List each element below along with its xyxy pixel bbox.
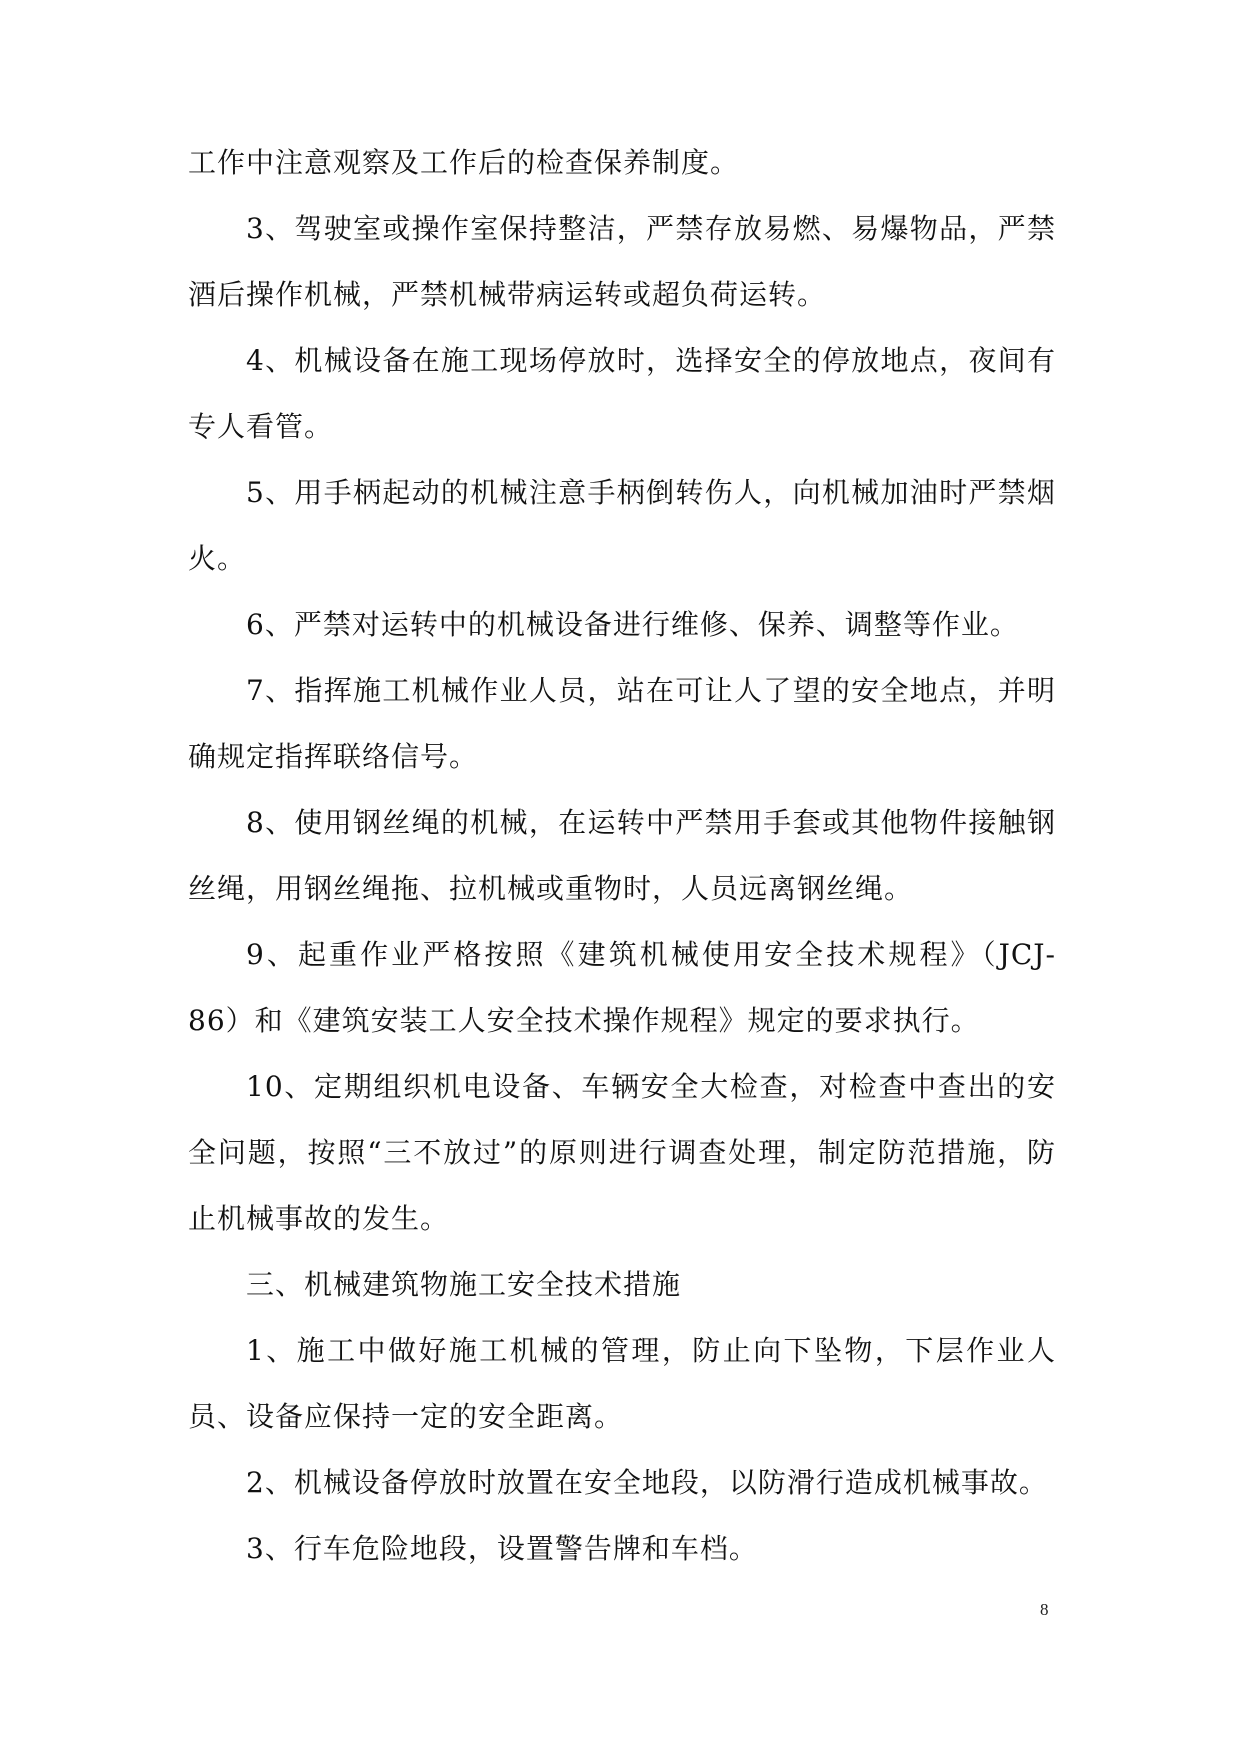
section-heading: 三、机械建筑物施工安全技术措施 — [246, 1268, 682, 1301]
paragraph-section-item-2: 2、机械设备停放时放置在安全地段，以防滑行造成机械事故。 — [246, 1466, 1048, 1499]
paragraph-item-6: 6、严禁对运转中的机械设备进行维修、保养、调整等作业。 — [246, 608, 1019, 641]
paragraph-section-item-1: 1、施工中做好施工机械的管理，防止向下坠物，下层作业人员、设备应保持一定的安全距离。 — [188, 1334, 1056, 1433]
paragraph-item-10: 10、定期组织机电设备、车辆安全大检查，对检查中查出的安全问题，按照“三不放过”的原则进行调查处理，制定防范措施，防止机械事故的发生。 — [188, 1070, 1056, 1235]
paragraph-item-4: 4、机械设备在施工现场停放时，选择安全的停放地点，夜间有专人看管。 — [188, 344, 1056, 443]
paragraph-item-5: 5、用手柄起动的机械注意手柄倒转伤人，向机械加油时严禁烟火。 — [188, 476, 1056, 575]
paragraph-item-7: 7、指挥施工机械作业人员，站在可让人了望的安全地点，并明确规定指挥联络信号。 — [188, 674, 1056, 773]
paragraph-continuation: 工作中注意观察及工作后的检查保养制度。 — [188, 146, 740, 179]
paragraph-item-3: 3、驾驶室或操作室保持整洁，严禁存放易燃、易爆物品，严禁酒后操作机械，严禁机械带病运转或超负荷运转。 — [188, 212, 1056, 311]
paragraph-item-9: 9、起重作业严格按照《建筑机械使用安全技术规程》（JCJ-86）和《建筑安装工人安全技术操作规程》规定的要求执行。 — [188, 938, 1056, 1037]
page-number: 8 — [1040, 1600, 1049, 1619]
paragraph-item-8: 8、使用钢丝绳的机械，在运转中严禁用手套或其他物件接触钢丝绳，用钢丝绳拖、拉机械或重物时，人员远离钢丝绳。 — [188, 806, 1056, 905]
paragraph-section-item-3: 3、行车危险地段，设置警告牌和车档。 — [246, 1532, 758, 1565]
body-text — [188, 130, 1056, 1582]
